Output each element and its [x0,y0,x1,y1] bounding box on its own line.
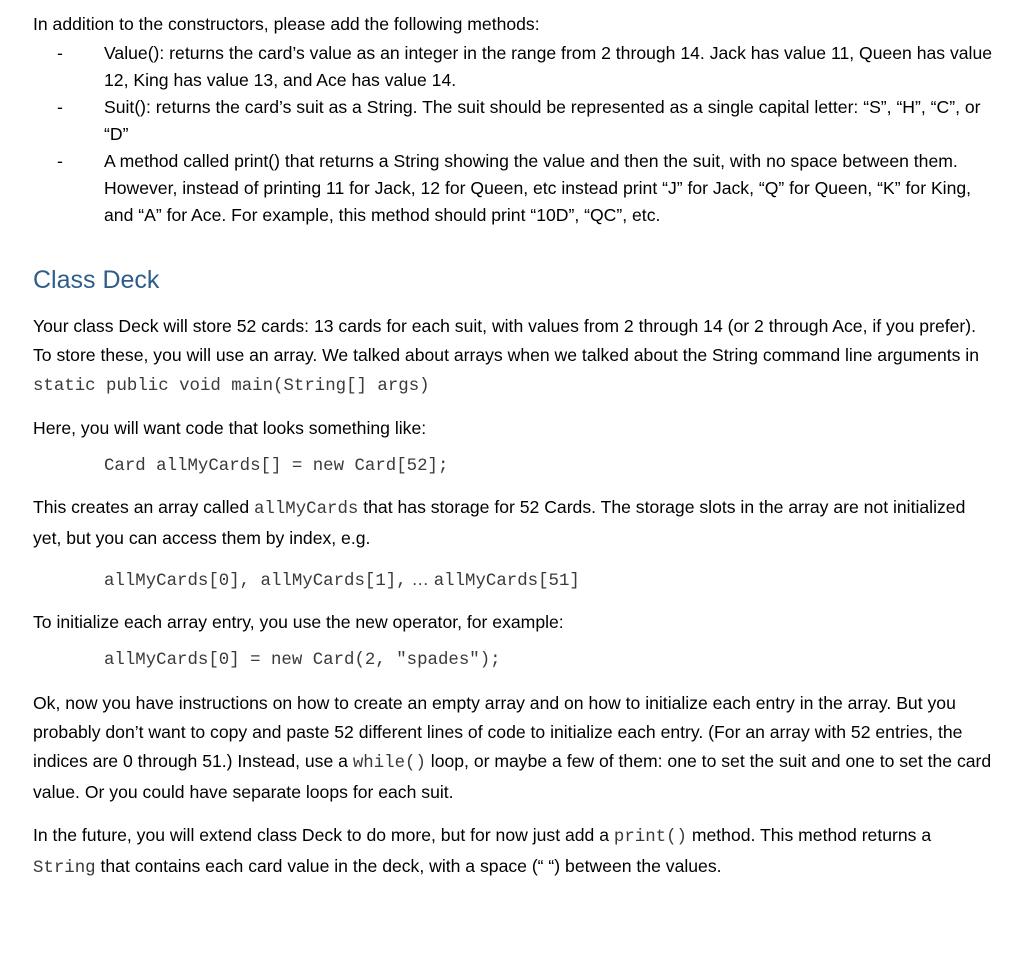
list-item [33,94,993,148]
future-paragraph-post: that contains each card value in the deck, with a space (“ “) between the values. [95,856,722,876]
intro-text: In addition to the constructors, please add the following methods: [33,14,540,34]
list-item-text: Suit(): returns the card’s suit as a String. The suit should be represented as a single capital letter: “S”, “H”, “C”, or “D” [104,97,981,144]
bullet-dash: - [57,151,63,171]
bullet-dash: - [57,97,63,117]
future-paragraph-mid: method. This method returns a [686,825,932,845]
print-code: print() [613,828,687,847]
future-paragraph [33,821,993,883]
array-paragraph-pre: This creates an array called [33,497,254,517]
deck-paragraph [33,312,993,401]
while-code: while() [352,754,426,773]
array-name-code: allMyCards [254,500,359,519]
main-signature-code: static public void main(String[] args) [33,377,430,396]
section-heading: Class Deck [33,266,160,294]
array-paragraph [33,493,993,553]
future-paragraph-pre: In the future, you will extend class Deck to do more, but for now just add a [33,825,614,845]
ok-paragraph-pre: Ok, now you have instructions on how to create an empty array and on how to initialize each entry in the array. But you probably don’t want to copy and paste 52 different lines of code to initialize each entry. (For an array with 52 entries, the indices are 0 through 51.) Instead, use a [33,693,963,771]
code-declaration: Card allMyCards[] = new Card[52]; [104,457,449,476]
deck-paragraph-text: Your class Deck will store 52 cards: 13 cards for each suit, with values from 2 through 14 (or 2 through Ace, if you prefer). To store these, you will use an array. We talked about arrays when we talked about the String command line arguments in [33,316,979,365]
ok-paragraph [33,689,993,807]
code-init-example: allMyCards[0] = new Card(2, "spades"); [104,651,501,670]
bullet-dash: - [57,43,63,63]
method-list [33,40,993,229]
list-item [33,40,993,94]
init-paragraph: To initialize each array entry, you use the new operator, for example: [33,612,564,632]
list-item-text: A method called print() that returns a String showing the value and then the suit, with no space between them. However, instead of printing 11 for Jack, 12 for Queen, etc instead print “J” for Jack, “Q” for Queen, “K” for King, and “A” for Ace. For example, this method should print “10D”, “QC”, etc. [104,151,972,225]
code-index-example [33,566,993,595]
array-paragraph-post: that has storage for 52 Cards. The storage slots in the array are not initialized yet, but you can access them by index, e.g. [33,497,966,548]
here-paragraph: Here, you will want code that looks something like: [33,418,427,438]
code-index-b: allMyCards[51] [433,572,580,591]
ellipsis: … [406,569,434,589]
ok-paragraph-post: loop, or maybe a few of them: one to set the suit and one to set the card value. Or you could have separate loops for each suit. [33,751,992,802]
document-page [33,10,993,883]
list-item-text: Value(): returns the card’s value as an integer in the range from 2 through 14. Jack has value 11, Queen has value 12, King has value 13, and Ace has value 14. [104,43,993,90]
list-item [33,148,993,229]
string-code: String [33,859,96,878]
code-index-a: allMyCards[0], allMyCards[1], [104,572,407,591]
